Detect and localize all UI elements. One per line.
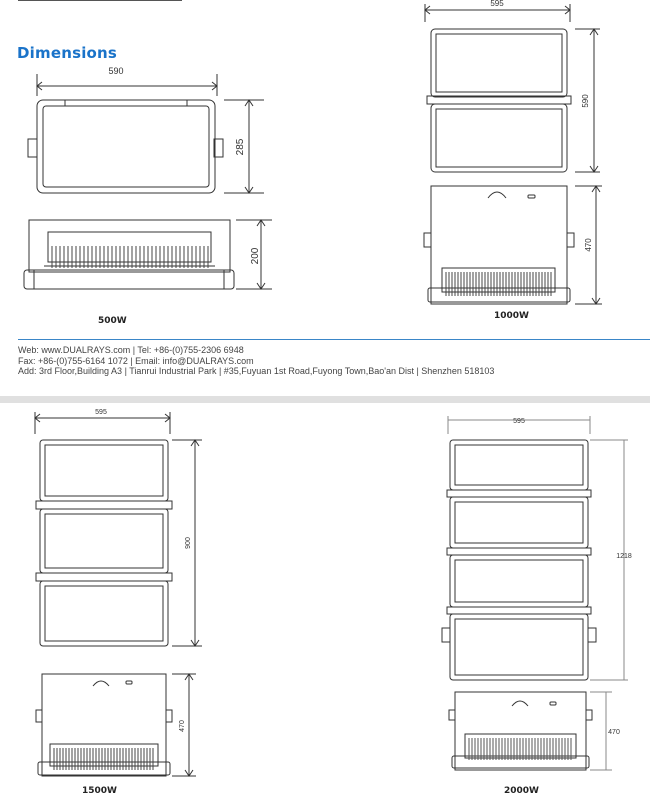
dim-500w-depth: 200 [250,247,261,265]
dim-2000w-width: 595 [513,418,525,425]
dim-1000w-height: 590 [581,94,590,108]
model-label-2000w: 2000W [504,786,539,796]
model-label-1000w: 1000W [494,311,529,321]
model-label-500w: 500W [98,316,127,326]
dim-1500w-width: 595 [95,409,107,416]
dim-1000w-width: 595 [490,0,504,8]
model-label-1500w: 1500W [82,786,117,796]
footer-web-tel: Web: www.DUALRAYS.com | Tel: +86-(0)755-2306 6948 [18,345,244,355]
dim-2000w-depth: 470 [608,729,620,736]
section-title: Dimensions [17,44,118,62]
dim-2000w-height: 1218 [616,553,632,560]
dim-1000w-depth: 470 [584,238,593,252]
footer-fax-email: Fax: +86-(0)755-6164 1072 | Email: info@DUALRAYS.com [18,355,254,366]
dim-500w-width: 590 [108,66,124,76]
footer-address: Add: 3rd Floor,Building A3 | Tianrui Industrial Park | #35,Fuyuan 1st Road,Fuyong Town,Bao'an Dist | Shenzhen 518103 [18,366,495,376]
dim-1500w-height: 900 [185,537,192,549]
dim-500w-height: 285 [235,138,246,156]
dim-1500w-depth: 470 [179,720,186,732]
